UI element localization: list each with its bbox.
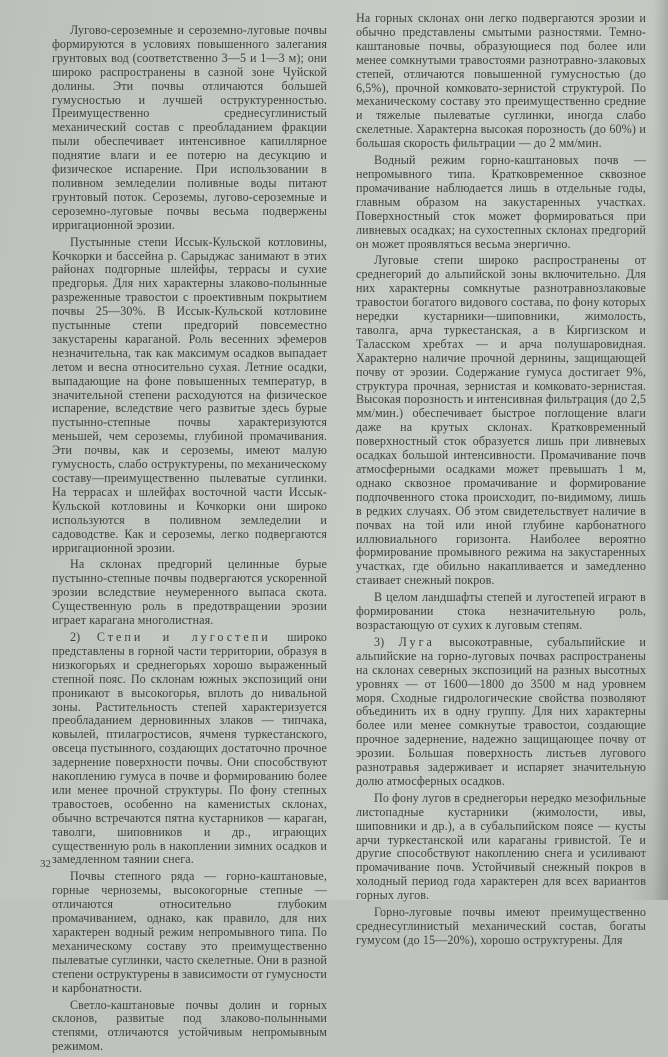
paragraph-v-celom-landshafty: В целом ландшафты степей и лугостепей играют в формировании стока незначительную роль, возрастающую от сухих к луговым степям. <box>356 590 646 632</box>
section-2-steppes <box>52 631 327 867</box>
left-column <box>52 24 327 1057</box>
paragraph-lugovye-stepi: Луговые степи широко распространены от среднегорий до альпийской зоны включительно. Для них характерны сомкнутые разнотравнозлаковые травостои богатого видового состава, по фону которых нередки кустарники—шиповники, жимолость, таволга, арча туркестанская, а в Киргизском и Таласском хребтах — и арча полушаровидная. Характерно наличие прочной дернины, защищающей почву от эрозии. Содержание гумуса достигает 9%, структура прочная, зернистая и комковато-зернистая. Высокая порозность и интенсивная фильтрация (до 2,5 мм/мин.) обеспечивает быстрое поглощение влаги даже на крутых склонах. Кратковременный поверхностный сток образуется лишь при ливневых осадках большой интенсивности. Промачивание почв атмосферными осадками может превышать 1 м, однако сквозное промачивание и формирование подпочвенного стока происходит, по-видимому, лишь в редких случаях. Об этом свидетельствует наличие в почвах на той или иной глубине карбонатного иллювиального горизонта. Наиболее вероятно формирование промывного режима на закустаренных участках, где обильно накапливается и замедленно стаивает снежный покров. <box>356 253 646 588</box>
section-2-title: Степи и лугостепи <box>96 629 271 644</box>
paragraph-gornye-sklony-continued: На горных склонах они легко подвергаются эрозии и обычно представлены смытыми разностями. Темно-каштановые почвы, образующиеся под более или менее сомкнутыми травостоями разнотравно-злаковых степей, отличаются повышенной гумусностью (до 6,5%), прочной комковато-зернистой структурой. По механическому составу это преимущественно средние и тяжелые пылеватые суглинки, иногда слабо скелетные. Характерна высокая порозность (до 60%) и большая скорость фильтрации — до 2 мм/мин. <box>356 11 646 151</box>
paragraph-gorno-lugovye-pochvy: Горно-луговые почвы имеют преимущественно среднесуглинистый механический состав, богаты гумусом (до 15—20%), хорошо оструктурены. Для <box>356 905 646 947</box>
right-column <box>356 12 646 951</box>
paragraph-vodny-rezhim: Водный режим горно-каштановых почв — непромывного типа. Кратковременное сквозное промачивание наблюдается лишь в отдельные годы, главным образом на закустаренных участках. Поверхностный сток может формироваться при ливневых осадках; на сухостепных склонах предгорий он может проявляться весьма энергично. <box>356 153 646 251</box>
paragraph-svetlo-kashtanovye: Светло-каштановые почвы долин и горных склонов, развитые под злаково-полынными степями, отличаются устойчивым непромывным режимом. <box>52 997 327 1054</box>
section-3-text: высокотравные, субальпийские и альпийские на горно-луговых почвах распространены на склонах северных экспозиций на разных высотных уровнях — от 1600—1800 до 3500 м над уровнем моря. Сходные гидрологические свойства позволяют объединить их в одну группу. Для них характерны более или менее сомкнутые травостои, создающие прочное задернение, надежно защищающее почву от эрозии. Большая поверхность листьев лугового разнотравья задерживает и испаряет значительную долю атмосферных осадков. <box>356 634 646 788</box>
section-2-number: 2) <box>70 629 81 644</box>
paragraph-sklony-predgoriy: На склонах предгорий целинные бурые пустынно-степные почвы подвергаются ускоренной эрозии вследствие неумеренного выпаса скота. Существенную роль в предотвращении эрозии играет карагана многолистная. <box>52 557 327 628</box>
paragraph-lugovo-serozemnye: Лугово-сероземные и сероземно-луговые почвы формируются в условиях повышенного залегания грунтовых вод (соответственно 3—5 и 1—3 м); они широко распространены в сазной зоне Чуйской долины. Эти почвы отличаются бо́льшей гумусностью и лучшей оструктуренностью. Преимущественно среднесуглинистый механический состав с преобладанием фракции пыли обеспечивает интенсивное капиллярное поднятие влаги и ее потерю на десукцию и физическое испарение. При использовании в поливном земледелии поливные воды питают грунтовый поток. Сероземы, лугово-сероземные и сероземно-луговые почвы весьма подвержены ирригационной эрозии. <box>52 23 327 232</box>
section-2-text: широко представлены в горной части территории, образуя в низкогорьях и среднегорьях хорошо выраженный степной пояс. По склонам южных экспозиций они проникают в высокогорья, вплоть до нивальной зоны. Растительность степей характеризуется преобладанием дерновинных злаков — типчака, ковылей, птилагростисов, ячменя туркестанского, овсеца пустынного, создающих достаточно прочное задернение поверхности почвы. Они способствуют накоплению гумуса в почве и формированию более или менее прочной структуры. По фону степных травостоев, особенно на каменистых склонах, обычно встречаются пятна кустарников — караган, таволги, шиповников и др., играющих существенную роль в накоплении зимних осадков и замедленном таянии снега. <box>52 629 328 867</box>
paragraph-pochvy-stepnogo-ryada: Почвы степного ряда — горно-каштановые, горные черноземы, высокогорные степные — отличаются относительно глубоким промачиванием, однако, как правило, для них характерен водный режим непромывного типа. По механическому составу это преимущественно пылеватые суглинки, часто скелетные. Они в разной степени оструктурены в зависимости от гумусности и карбонатности. <box>52 869 327 995</box>
section-3-title: Луга <box>398 634 435 649</box>
paragraph-po-fonu-lugov: По фону лугов в среднегорьи нередко мезофильные листопадные кустарники (жимолости, ивы, шиповники и др.), а в субальпийском поясе — кусты арчи туркестанской или караганы гривистой. Те и другие способствуют накоплению снега и усиливают промачивание почв. Устойчивый снежный покров в холодный период года характерен для всех вариантов горных лугов. <box>356 790 646 903</box>
paragraph-pustynnye-stepi: Пустынные степи Иссык-Кульской котловины, Кочкорки и бассейна р. Сарыджас занимают в этих районах подгорные шлейфы, террасы и сухие предгорья. Для них характерны злаково-полынные разреженные травостои с проективным покрытием почвы 25—30%. В Иссык-Кульской котловине пустынные степи предгорий повсеместно закустарены караганой. Роль весенних эфемеров незначительна, так как максимум осадков выпадает летом и весна относительно сухая. Летние осадки, выпадающие на фоне повышенных температур, в значительной степени расходуются на физическое испарение, вследствие чего развитые здесь бурые пустынно-степные почвы характеризуются меньшей, чем сероземы, глубиной промачивания. Эти почвы, как и сероземы, имеют малую гумусность, слабо оструктурены, по механическому составу—преимущественно пылеватые суглинки. На террасах и шлейфах восточной части Иссык-Кульской котловины и Кочкорки они широко используются в поливном земледелии и садоводстве. Как и сероземы, легко подвергаются ирригационной эрозии. <box>52 234 327 555</box>
page-number: 32 <box>40 858 51 870</box>
section-3-number: 3) <box>374 634 385 649</box>
section-3-meadows <box>356 636 646 789</box>
